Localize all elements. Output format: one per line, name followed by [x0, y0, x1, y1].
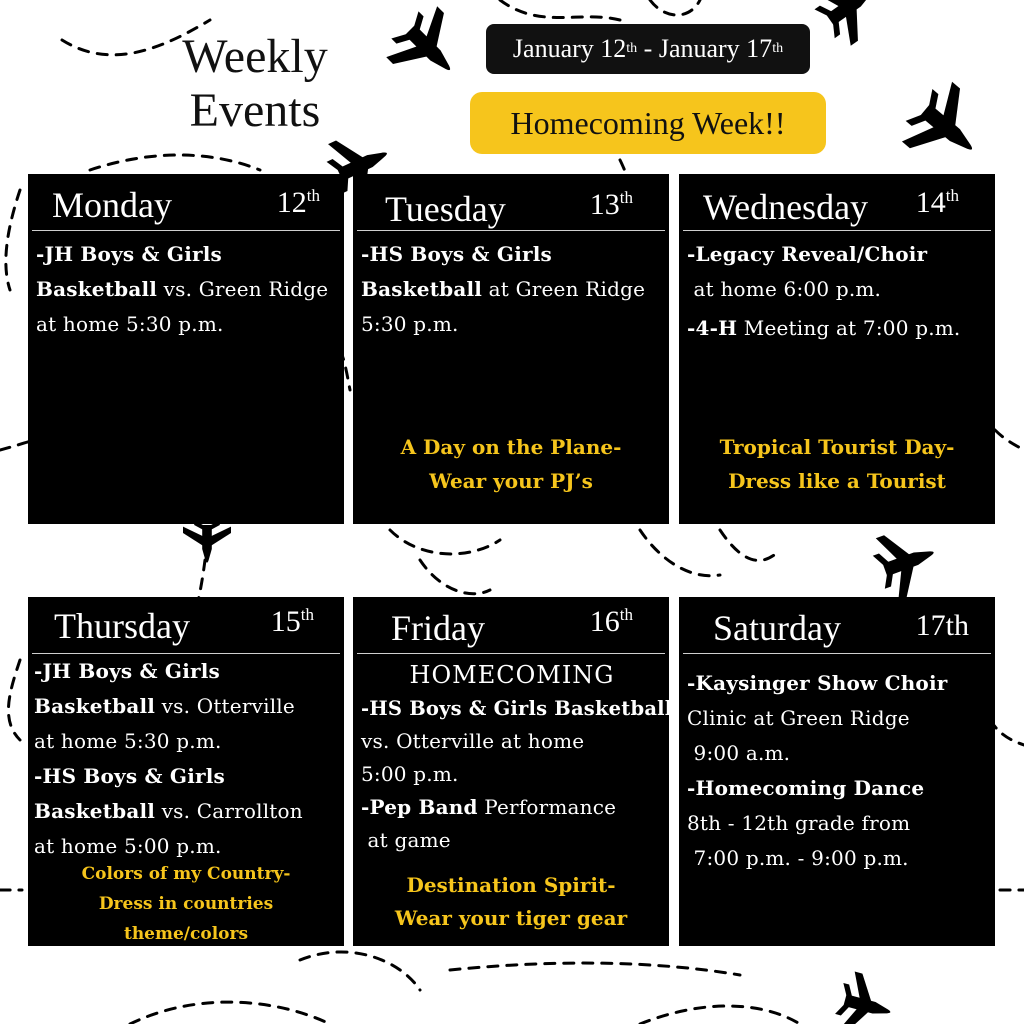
event-text: Performance — [477, 795, 617, 819]
event-text-bold: -4-H — [687, 316, 738, 340]
event-line: 5:00 p.m. — [361, 762, 459, 786]
day-number-value: 16 — [589, 605, 620, 638]
theme-day — [28, 859, 344, 949]
tuesday-card — [353, 174, 669, 524]
event-line: at home 6:00 p.m. — [687, 277, 882, 301]
friday-card — [353, 597, 673, 946]
day-name: Thursday — [54, 606, 190, 646]
day-number — [590, 188, 633, 222]
event-line — [34, 759, 338, 794]
homecoming-heading: HOMECOMING — [409, 661, 615, 689]
event-text-bold: Basketball — [361, 277, 483, 301]
event-line: at home 5:30 p.m. — [36, 312, 224, 336]
date-end-suffix: th — [772, 41, 784, 56]
event-text-bold: -Kaysinger Show Choir — [687, 671, 948, 695]
day-number-value: 14 — [915, 186, 946, 219]
event-line — [34, 794, 338, 829]
event-list — [679, 231, 995, 346]
event-text-bold: -Legacy Reveal/Choir — [687, 242, 928, 266]
day-number-suffix: th — [619, 188, 633, 207]
day-name: Saturday — [713, 608, 841, 648]
day-number-suffix: th — [300, 605, 314, 624]
thursday-card — [28, 597, 344, 946]
theme-line: Tropical Tourist Day- — [719, 435, 955, 459]
event-line — [687, 666, 989, 701]
date-start-suffix: th — [626, 41, 638, 56]
event-line — [687, 311, 989, 346]
event-line — [36, 237, 338, 272]
card-header — [683, 174, 991, 231]
theme-line: Destination Spirit- — [406, 873, 616, 897]
theme-day — [353, 869, 669, 935]
homecoming-banner: Homecoming Week!! — [470, 92, 826, 154]
event-text: vs. Otterville — [155, 694, 295, 718]
event-line: Clinic at Green Ridge — [687, 706, 910, 730]
day-name: Wednesday — [703, 187, 869, 227]
card-header — [32, 597, 340, 654]
event-list — [353, 654, 673, 857]
day-number-suffix: th — [306, 186, 320, 205]
event-text-bold: -Pep Band — [361, 795, 478, 819]
title-line-1: Weekly — [182, 30, 328, 83]
event-text-bold: -HS Boys & Girls — [361, 242, 552, 266]
event-text: at Green Ridge — [482, 277, 646, 301]
date-separator: - — [637, 34, 659, 63]
event-text: vs. Green Ridge — [157, 277, 329, 301]
day-number — [271, 605, 314, 639]
event-line — [361, 692, 673, 725]
event-text-bold: Basketball — [34, 799, 156, 823]
day-number-value: 15 — [270, 605, 301, 638]
theme-day — [353, 430, 669, 498]
event-line: 8th - 12th grade from — [687, 811, 911, 835]
event-line — [361, 272, 663, 307]
event-text-bold: -JH Boys & Girls — [36, 242, 223, 266]
day-name: Friday — [391, 608, 485, 648]
day-number-suffix: th — [945, 186, 959, 205]
event-text: vs. Carrollton — [155, 799, 303, 823]
theme-line: A Day on the Plane- — [400, 435, 622, 459]
saturday-card — [679, 597, 995, 946]
date-start: January 12 — [512, 34, 627, 63]
event-line — [687, 237, 989, 272]
card-header — [32, 174, 340, 231]
theme-line: Wear your PJ’s — [429, 469, 593, 493]
day-number — [277, 186, 320, 220]
theme-line: Dress like a Tourist — [728, 469, 946, 493]
event-text-bold: -JH Boys & Girls — [34, 659, 221, 683]
card-header — [357, 174, 665, 231]
event-line: at home 5:00 p.m. — [34, 834, 222, 858]
event-line: at game — [361, 828, 451, 852]
event-line: 7:00 p.m. - 9:00 p.m. — [687, 846, 909, 870]
monday-card — [28, 174, 344, 524]
theme-line: theme/colors — [123, 924, 249, 944]
event-text: Meeting at 7:00 p.m. — [737, 316, 961, 340]
event-list — [28, 654, 344, 864]
theme-line: Dress in countries — [98, 894, 274, 914]
event-list — [28, 231, 344, 342]
day-name: Monday — [52, 185, 172, 225]
day-name: Tuesday — [385, 189, 506, 229]
card-header — [683, 597, 991, 654]
day-number: 17th — [915, 609, 969, 642]
day-number-value: 13 — [589, 188, 620, 221]
day-number-suffix: th — [619, 605, 633, 624]
theme-line: Wear your tiger gear — [394, 906, 628, 930]
event-line — [361, 791, 663, 824]
event-text-bold: -HS Boys & Girls — [34, 764, 225, 788]
event-text-bold: Basketball — [36, 277, 158, 301]
event-line — [687, 771, 989, 806]
event-list — [679, 654, 995, 876]
title-line-2: Events — [189, 84, 321, 137]
event-list — [353, 231, 669, 342]
day-number — [916, 186, 959, 220]
event-line: 9:00 a.m. — [687, 741, 791, 765]
event-line: 5:30 p.m. — [361, 312, 459, 336]
event-line — [34, 689, 338, 724]
event-text-bold: Basketball — [34, 694, 156, 718]
wednesday-card — [679, 174, 995, 524]
event-line — [361, 237, 663, 272]
theme-day — [679, 430, 995, 498]
date-range-badge — [486, 24, 810, 74]
page-title — [150, 30, 360, 138]
date-end: January 17 — [658, 34, 773, 63]
day-number — [590, 605, 633, 639]
day-number-value: 12 — [276, 186, 307, 219]
event-line — [36, 272, 338, 307]
card-header — [357, 597, 665, 654]
event-text-bold: -HS Boys & Girls Basketball — [361, 697, 673, 720]
event-text-bold: -Homecoming Dance — [687, 776, 925, 800]
event-line — [34, 654, 338, 689]
event-line: vs. Otterville at home — [361, 729, 585, 753]
theme-line: Colors of my Country- — [81, 864, 291, 884]
event-line: at home 5:30 p.m. — [34, 729, 222, 753]
